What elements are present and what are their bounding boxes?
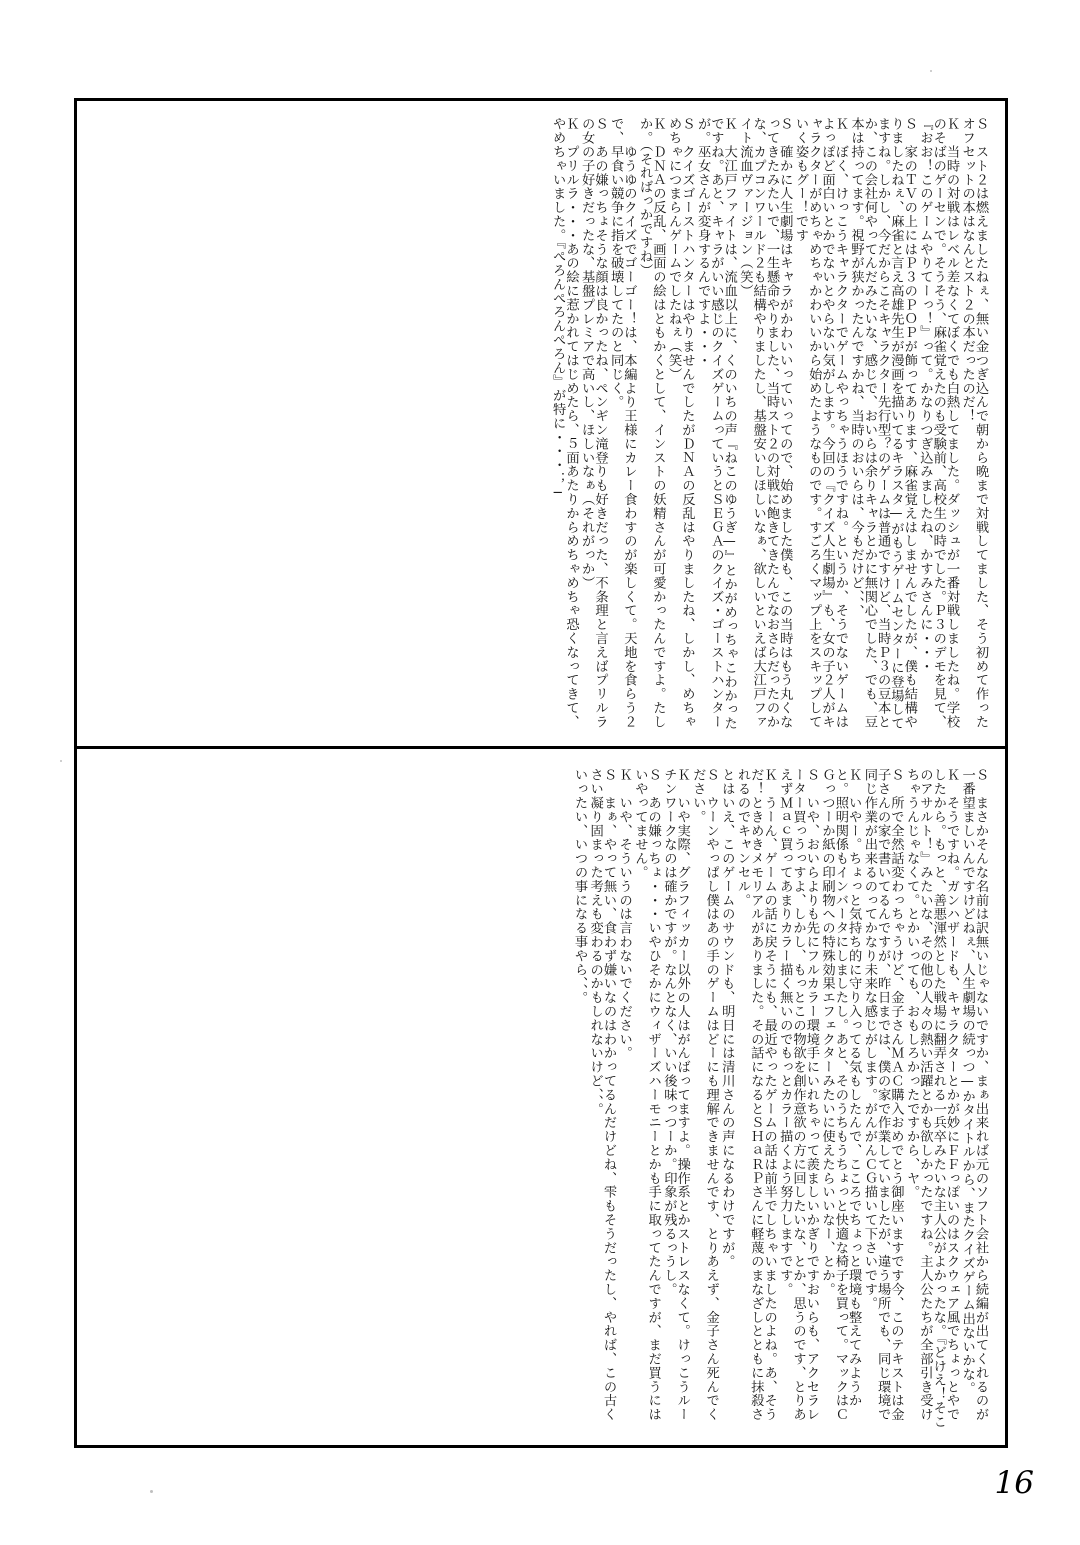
text-column: Ｓ まさかそんな名前は訳無いじゃないですか、まぁ出来れば元のソフト会社から続編が出てくれるのが一番望ましいんですけどねぇ、人生劇場の続っつ—かタイトルから、またクイズゲーム出ないかな。	[959, 768, 988, 1422]
bottom-text-panel	[77, 752, 1005, 1445]
scan-speck	[60, 760, 62, 762]
text-column: いったい、いつの事になる事やら、、。	[572, 768, 587, 1005]
text-column: とはいえ、このゲームのサウンドも、明日には清川さんの声になるわけですが。	[719, 768, 735, 1269]
scan-speck	[150, 1490, 153, 1493]
text-column: Ｋ いや実際、グラフィッカー以外の人はがんばってますよ。操作系とかストレスなくて。けっこうルーチンワークなのは確かですが。なんとなく、いい後味っつーか。印象が残るっうし。	[661, 768, 690, 1422]
text-frame-border	[74, 98, 1008, 1448]
text-column: Ｋ ぼく、けっこうキャラクターでゲームやっちゃうほうですね。というか、そうでないゲームはよっぽど面白いとかでないとやらない気がします。今回の『クイズ人生劇場』も、女の子２人がキャラクターがめちゃめちゃかわいいから始めたようなものです。すごろくマップ上をスキップしていく姿もグー！です	[792, 117, 848, 729]
text-column: Ｋ いや、そういうのは言わないでください。	[616, 768, 632, 1060]
bottom-panel-columns	[77, 752, 1005, 1445]
text-column: Ｓ あの嫌っちょそうな顔は良かったね、ペンギン滝登りも好きだった、不条理と言えばプリルラの女の子好きだったな、基盤プレミアで高いし、ほしいなぁ（それがっか）	[579, 117, 608, 729]
text-column: Ｓ あの嫌っちょ・・・いやひそかにウィザーズハーモニーとかも手に取ってたんですが、まだ買うにはいやってません。	[632, 768, 661, 1422]
text-column: Ｋ いやー。ちょっと気持ち的に守り入ってる気もしたんで、こころでちょっと環境も整えてみようかと。照明関係もインバータにしましたし。あと、そのうちもうちょっと快適な椅子を買って。マックはＣＧっつーか紙の印刷物への特殊効果エフェクターみたいに使えたらいいなー、とか。	[819, 768, 862, 1422]
text-column: Ｓ 家のＴＶの上にはＰ３のＰＯＰが飾ってあります、麻雀覚えはしませんでしたが、僕も結構やりましたねぇ、麻雀と言え高雄先生が漫画を描いてるキラスタ—がもうゲームセンターに登場してますね。しかし、今だからこそキャラクター先行型？のゲームは普通ですけど、当時Ｐ３の豆本とか、この会社何やってんだみたいな、感じで、おいらは余りキャラとかに無関心でした、でも、豆本は持ってます。視野が狭かったんですかね、当時のおいらは、今もだけど、、、	[848, 117, 917, 731]
text-column: Ｓ ウーンやっぱし僕はあの手のゲームはどーにも理解できませんです、とりあえず、金子さん死んでください。	[690, 768, 719, 1422]
scan-speck	[930, 70, 932, 72]
text-column: Ｋ 当時の対戦はレベル差なくてぼくでも白熱してました。ダッシュが一番対戦しましたね。学校のそばのゲーセンで。そうそう、麻雀覚えたのも受験前、高校生の時でした。Ｐ３のデモを見て、『おお！このゲームやりてーっ！』って。かなりつぎ込みましたね、かすみさんに・・・	[917, 117, 960, 729]
text-column: ゆうゆのクイズでゴーゴー！は、本編より王様にカレー食わすのが楽しくて。天地を食らう２で、早食い競争に指を破壊してたのと同じく。	[608, 117, 637, 729]
text-column: Ｓ 確かに人生劇場はキャラがかわいいっていってので、始めました僕も、この当時はもう丸くなってきたみたいで、一生懸命やりました、当時スト２の対戦に飽きてきたんでなおさらだったのかな、カプコンワールド２も結構やりましたし、基盤安いしほしいなぁ、欲しいといえば大江戸ファイト流血ヴァージョン（笑）	[737, 117, 793, 729]
top-text-panel	[77, 101, 1005, 749]
text-column: Ｓ いや、おいらよりも先にフルカラー環境手にいれちゃって羨ましいかぎりですおいらも、アクセラレーター買っうっすよ、しかし、もっとこの物欲を創作意欲の方に回したいな、とか、思うのです、とりあえずＭａｃ買ってあまりカラー描く無いのでもっとカラー描くよう努力しますです。	[777, 768, 819, 1422]
text-column: Ｓ まぁ、やって無い、食わず嫌いなのはわかってるんだけどね、雫もそうだったし、やれば、この古くさい凝り固まった考えも変わるのかもしれないけど、、。	[587, 768, 616, 1422]
text-column: Ｋ 大江戸ファイトは、流血以上に、くのいちの声『ねこのゆうぎ—』とかがめっちゃこわかったですね。あと、キャラがいい感じのクイズゲームっていうとＳＥＧＡのクイズ・ゴーストハンターが。巫女さんが変身するんですよ・・・	[695, 117, 737, 731]
text-column: Ｋ ＤＮＡの反乱、画面の絵はともかくとして、インストの妖精さんが可愛かったんですよ。たしか。（そればっかですね）	[637, 117, 666, 729]
text-column: Ｓ 所で全然話変わっちゃうけど、金子さんＭＡＣ購入おめでとう御座いますです今、このテキストは金子さんの家で書いてるんですが、昨日までは、僕の家で作業していましたが、違う場所でも、同じ環境で同じ作業が出来るのってかなり未来な感じがします。がんがんＣＧ描いて下さいです。	[861, 768, 904, 1422]
top-panel-columns	[77, 101, 1005, 746]
text-column: Ｋ うーん、ゲームの話に戻そうにも、最近やったゲームの話は前半でしちゃいましたのよね。あ、そうだ！ときめきメモリアルがありました。その話になるとＳＨａＲＰさんに軽蔑のまなざしとともに抹殺されるのでキャンセル。	[735, 768, 777, 1422]
text-column: Ｓ スト２は燃えましたねぇ、無い金つぎ込んで朝から晩まで対戦してました、そう初めて作ったオフセットの本はなんとスト２の本だったのだ！	[959, 117, 988, 729]
text-column: Ｋ そうですね。ガンハザードも、キャラクターとかが妙にＦＦっぽいのはスクウェア風でちょっとやでしたから。もっと、善悪渾然とした戦場に翻弄される一兵卒みたいな主人公がよかったな。『どけえ！そこのアサルト！』みたいな、その他の人々の熱い活躍とかも欲しかったですね。主人公たちが全部引き受けちゃうんじゃなくて。とかいっても、おもしろかったですから、ヤ。	[904, 768, 960, 1429]
text-column: Ｋ プリルラ・・・あの絵に惹かれてはじめたら、５面あたりからめちゃめちゃ恐くなってきて、やめちゃいました。『ぺろんぺろんぺろん』が特に・・・；−	[550, 117, 579, 729]
page-number: 16	[994, 1465, 1034, 1501]
text-column: Ｓ クイズゴーストハンターはやりませんでしたがＤＮＡの反乱はやりましたね、しかし、めちゃめちゃにつまらんゲームでしたねぇ（笑）	[666, 117, 695, 729]
